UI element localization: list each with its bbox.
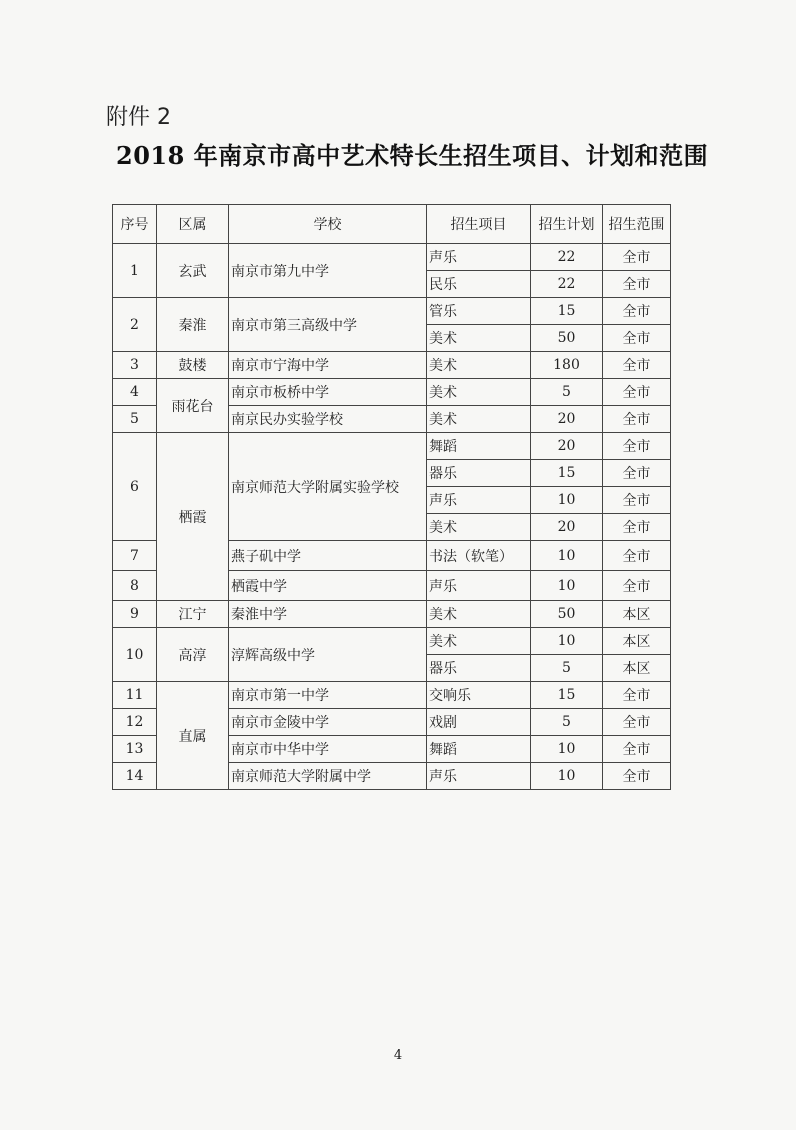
row-scope: 全市 [603, 406, 671, 433]
header-plan: 招生计划 [531, 205, 603, 244]
row-plan: 22 [531, 271, 603, 298]
enrollment-table [112, 204, 671, 790]
row-district: 雨花台 [157, 379, 229, 433]
row-scope: 全市 [603, 352, 671, 379]
row-no: 11 [113, 682, 157, 709]
row-district: 玄武 [157, 244, 229, 298]
row-scope: 全市 [603, 460, 671, 487]
row-project: 美术 [427, 352, 531, 379]
row-school: 南京市中华中学 [229, 736, 427, 763]
row-school: 南京市第九中学 [229, 244, 427, 298]
row-no: 13 [113, 736, 157, 763]
row-plan: 5 [531, 379, 603, 406]
attachment-label: 附件 2 [106, 105, 171, 130]
row-scope: 全市 [603, 541, 671, 571]
row-project: 民乐 [427, 271, 531, 298]
row-school: 秦淮中学 [229, 601, 427, 628]
row-school: 南京市宁海中学 [229, 352, 427, 379]
table-header-row [113, 205, 671, 244]
table-row [113, 379, 671, 406]
row-district: 高淳 [157, 628, 229, 682]
row-plan: 180 [531, 352, 603, 379]
row-project: 美术 [427, 628, 531, 655]
row-school: 南京市第三高级中学 [229, 298, 427, 352]
row-scope: 全市 [603, 682, 671, 709]
row-project: 交响乐 [427, 682, 531, 709]
row-project: 管乐 [427, 298, 531, 325]
row-scope: 全市 [603, 514, 671, 541]
row-plan: 20 [531, 514, 603, 541]
row-district: 栖霞 [157, 433, 229, 601]
row-district: 秦淮 [157, 298, 229, 352]
row-school: 燕子矶中学 [229, 541, 427, 571]
row-project: 美术 [427, 601, 531, 628]
row-project: 声乐 [427, 244, 531, 271]
row-school: 南京民办实验学校 [229, 406, 427, 433]
row-plan: 5 [531, 655, 603, 682]
row-plan: 10 [531, 736, 603, 763]
row-no: 10 [113, 628, 157, 682]
row-plan: 10 [531, 541, 603, 571]
row-project: 美术 [427, 325, 531, 352]
row-no: 4 [113, 379, 157, 406]
row-school: 南京市板桥中学 [229, 379, 427, 406]
row-scope: 全市 [603, 244, 671, 271]
row-project: 戏剧 [427, 709, 531, 736]
row-school: 南京市第一中学 [229, 682, 427, 709]
row-no: 8 [113, 571, 157, 601]
row-no: 1 [113, 244, 157, 298]
row-district: 直属 [157, 682, 229, 790]
row-plan: 20 [531, 406, 603, 433]
table-row [113, 352, 671, 379]
row-project: 器乐 [427, 655, 531, 682]
row-no: 14 [113, 763, 157, 790]
row-plan: 10 [531, 628, 603, 655]
row-scope: 本区 [603, 655, 671, 682]
header-scope: 招生范围 [603, 205, 671, 244]
table-row [113, 682, 671, 709]
row-no: 6 [113, 433, 157, 541]
table-row [113, 628, 671, 655]
row-project: 声乐 [427, 487, 531, 514]
row-scope: 全市 [603, 325, 671, 352]
table-row [113, 601, 671, 628]
page-number: 4 [393, 1048, 403, 1063]
row-no: 2 [113, 298, 157, 352]
row-scope: 本区 [603, 628, 671, 655]
row-scope: 全市 [603, 379, 671, 406]
row-plan: 15 [531, 460, 603, 487]
row-no: 7 [113, 541, 157, 571]
table-row [113, 244, 671, 271]
header-district: 区属 [157, 205, 229, 244]
row-no: 9 [113, 601, 157, 628]
table-row [113, 298, 671, 325]
row-no: 5 [113, 406, 157, 433]
row-plan: 10 [531, 763, 603, 790]
row-project: 美术 [427, 514, 531, 541]
row-scope: 全市 [603, 763, 671, 790]
row-no: 12 [113, 709, 157, 736]
row-plan: 20 [531, 433, 603, 460]
row-scope: 全市 [603, 487, 671, 514]
table-row [113, 433, 671, 460]
row-plan: 50 [531, 601, 603, 628]
document-title: 2018 年南京市高中艺术特长生招生项目、计划和范围 [116, 141, 709, 170]
row-scope: 全市 [603, 298, 671, 325]
row-plan: 10 [531, 571, 603, 601]
row-plan: 15 [531, 298, 603, 325]
row-school: 南京师范大学附属中学 [229, 763, 427, 790]
header-project: 招生项目 [427, 205, 531, 244]
row-plan: 15 [531, 682, 603, 709]
row-scope: 本区 [603, 601, 671, 628]
row-project: 声乐 [427, 763, 531, 790]
header-school: 学校 [229, 205, 427, 244]
row-project: 美术 [427, 406, 531, 433]
row-project: 美术 [427, 379, 531, 406]
row-district: 江宁 [157, 601, 229, 628]
row-scope: 全市 [603, 433, 671, 460]
row-scope: 全市 [603, 709, 671, 736]
row-school: 栖霞中学 [229, 571, 427, 601]
row-scope: 全市 [603, 736, 671, 763]
row-project: 舞蹈 [427, 736, 531, 763]
row-school: 南京市金陵中学 [229, 709, 427, 736]
row-scope: 全市 [603, 271, 671, 298]
row-school: 淳辉高级中学 [229, 628, 427, 682]
row-plan: 10 [531, 487, 603, 514]
header-no: 序号 [113, 205, 157, 244]
row-project: 器乐 [427, 460, 531, 487]
row-district: 鼓楼 [157, 352, 229, 379]
row-no: 3 [113, 352, 157, 379]
row-school: 南京师范大学附属实验学校 [229, 433, 427, 541]
row-plan: 22 [531, 244, 603, 271]
row-plan: 50 [531, 325, 603, 352]
row-project: 声乐 [427, 571, 531, 601]
row-plan: 5 [531, 709, 603, 736]
row-project: 书法（软笔） [427, 541, 531, 571]
row-project: 舞蹈 [427, 433, 531, 460]
row-scope: 全市 [603, 571, 671, 601]
